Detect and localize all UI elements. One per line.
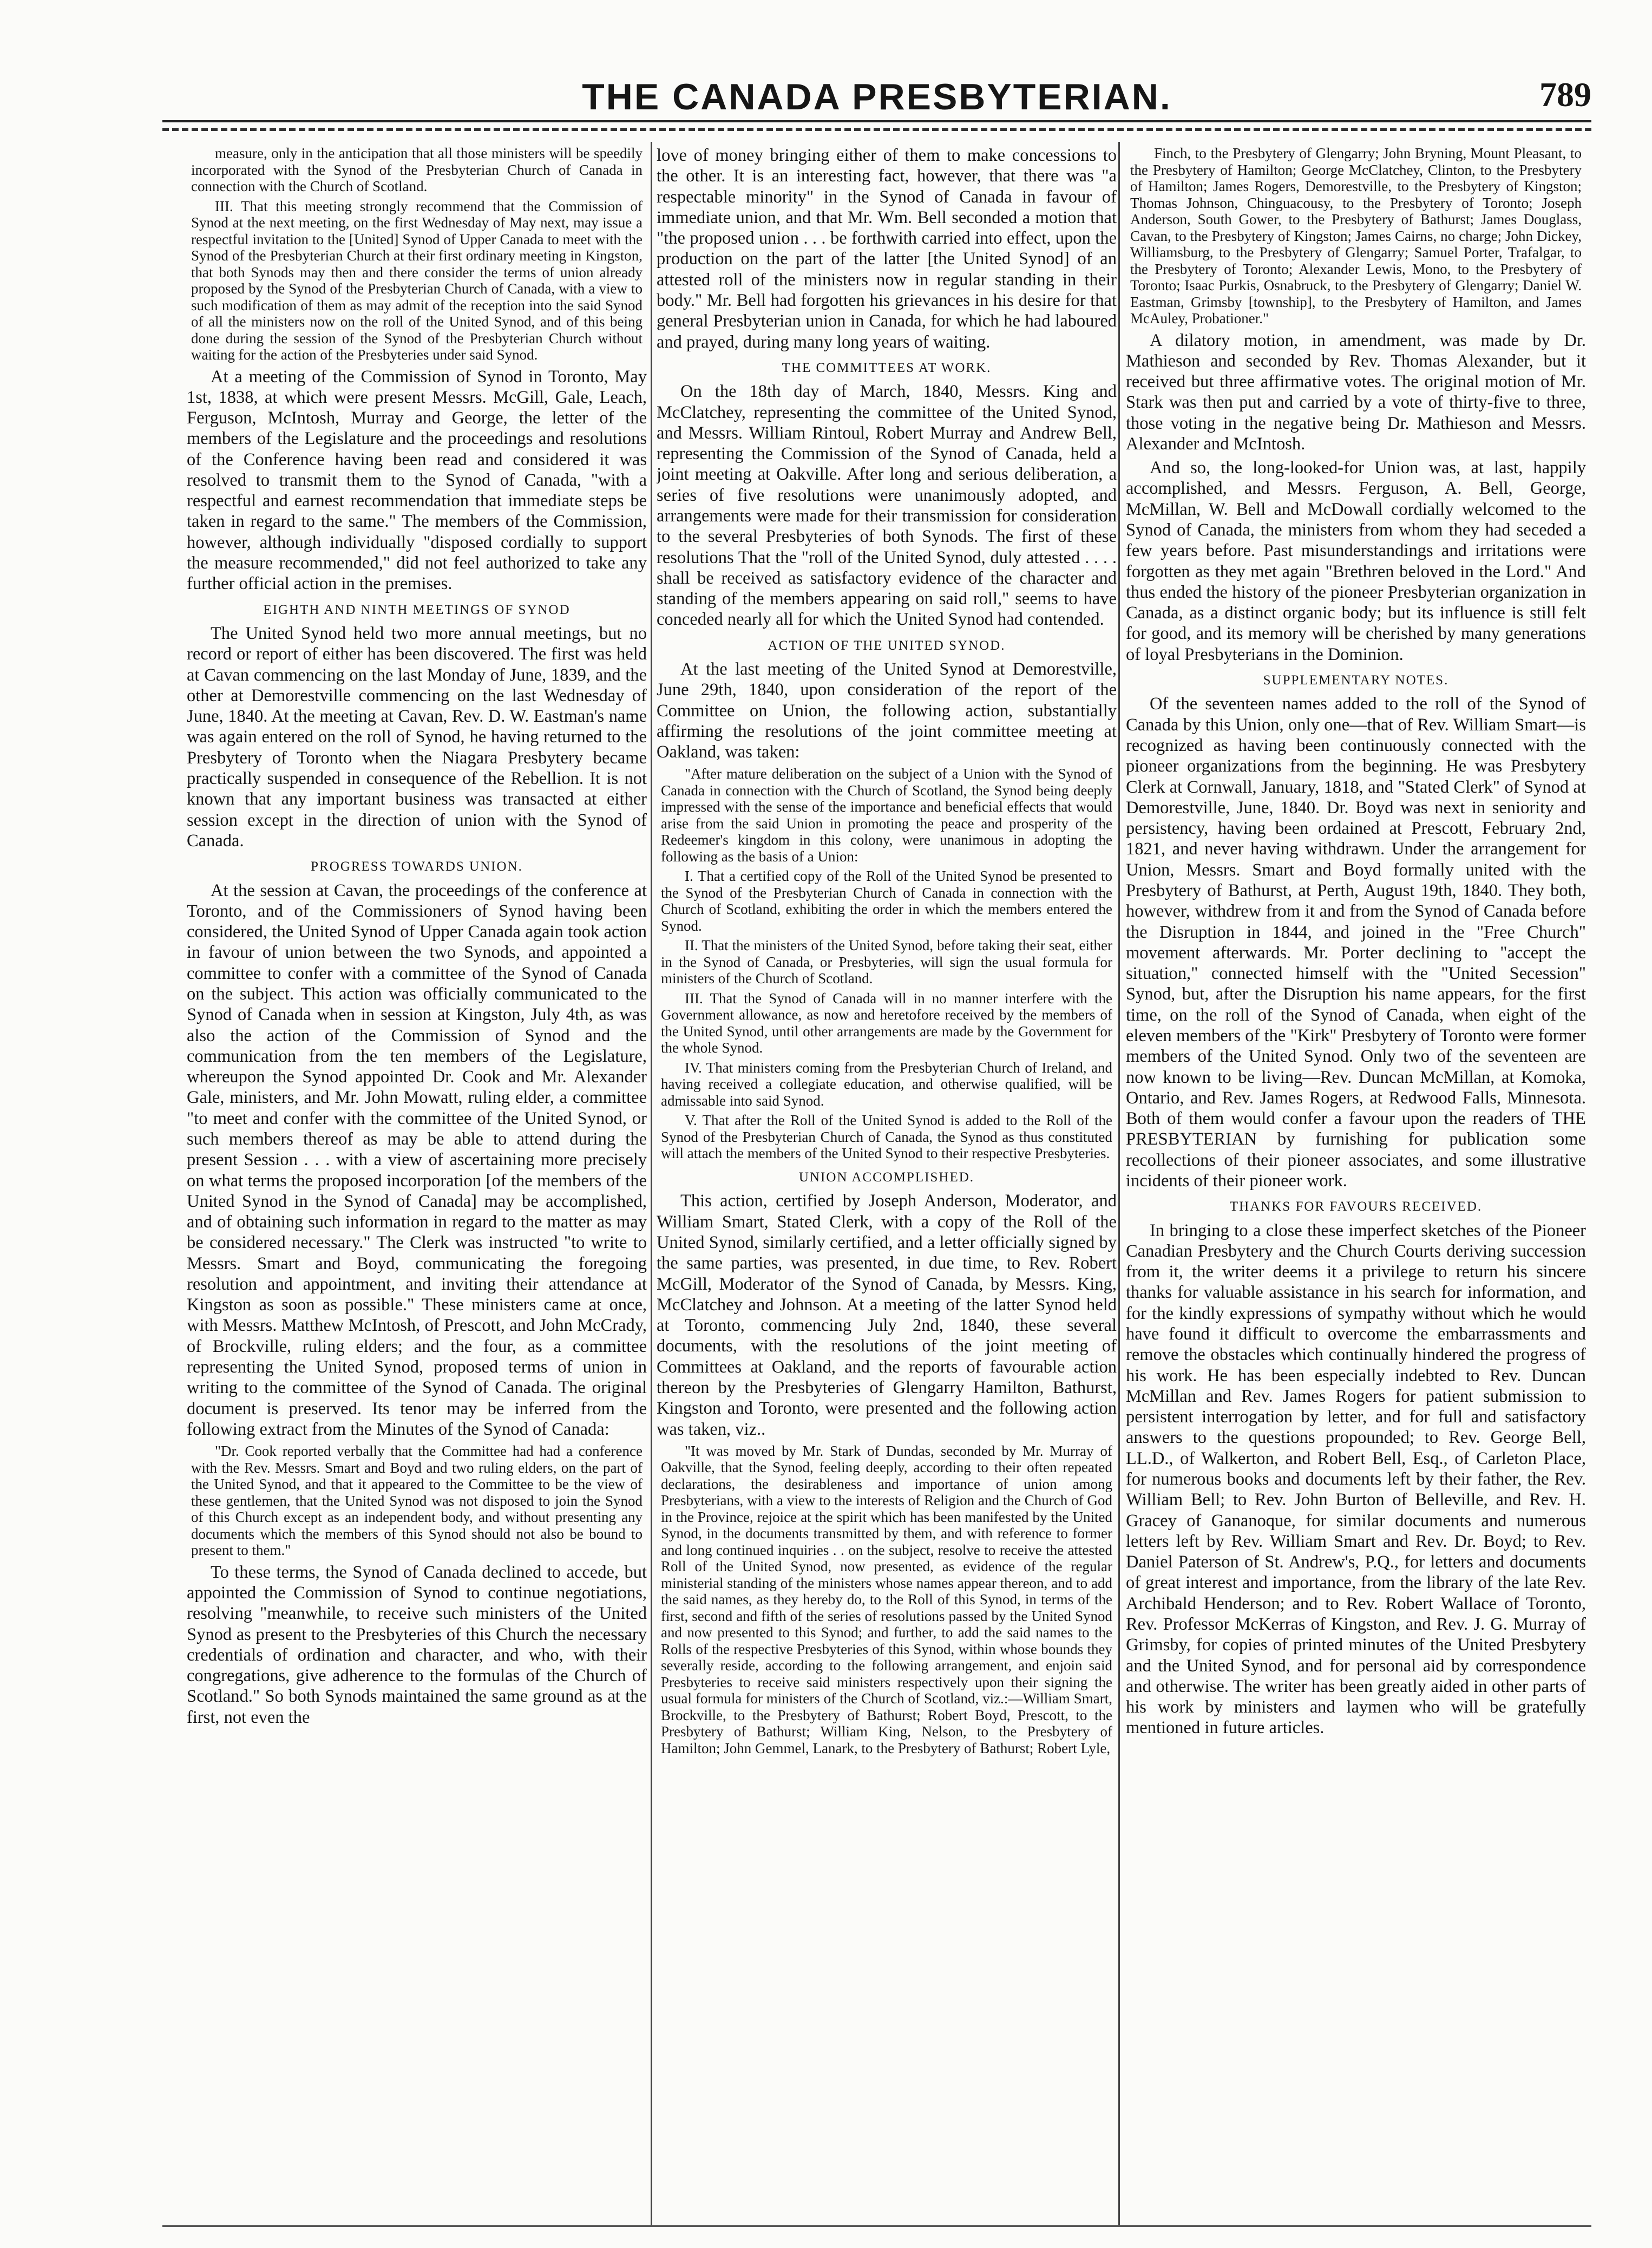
paragraph: On the 18th day of March, 1840, Messrs. King and McClatchey, representing the committee of the United Synod, and Messrs. William Rintoul, Robert Murray and Andrew Bell, representing the Commission of the Synod of Canada, held a joint meeting at Oakville. After long and serious deliberation, a series of five resolutions were unanimously adopted, and arrangements were made for their transmission for consideration to the several Presbyteries of both Synods. The first of these resolutions That the "roll of the United Synod, duly attested . . . . shall be received as satisfactory evidence of the character and standing of the members appearing on said roll," seems to have conceded nearly all for which the United Synod had contended. <box>657 382 1117 630</box>
quoted-paragraph: II. That the ministers of the United Synod, before taking their seat, either in the Synod of Canada, or Presbyteries, will sign the usual formula for ministers of the Church of Scotland. <box>661 937 1112 987</box>
paragraph: At the session at Cavan, the proceedings of the conference at Toronto, and of the Commissioners of Synod having been considered, the United Synod of Upper Canada again took action in favour of union between the two Synods, and appointed a committee to confer with a committee of the Synod of Canada on the subject. This action was officially communicated to the Synod of Canada when in session at Kingston, July 4th, as was also the action of the Commission of Synod and the communication from the ten members of the Legislature, whereupon the Synod appointed Dr. Cook and Mr. Alexander Gale, ministers, and Mr. John Mowatt, ruling elder, a committee "to meet and confer with the committee of the United Synod, or such members thereof as may be able to attend during the present Session . . . with a view of ascertaining more precisely on what terms the proposed incorporation [of the members of the United Synod in the Synod of Canada] may be accomplished, and of obtaining such information in regard to the matter as may be considered necessary." The Clerk was instructed "to write to Messrs. Smart and Boyd, communicating the foregoing resolution and appointment, and inviting their attendance at Kingston as soon as possible." These ministers came at once, with Messrs. Matthew McIntosh, of Prescott, and John McCrady, of Brockville, ruling elders; and the four, as a committee representing the United Synod, proposed terms of union in writing to the committee of the Synod of Canada. The original document is preserved. Its tenor may be inferred from the following extract from the Minutes of the Synod of Canada: <box>187 880 647 1439</box>
continued-paragraph: love of money bringing either of them to make concessions to the other. It is an interesting fact, however, that there was "a respectable minority" in the Synod of Canada in favour of immediate union, and that Mr. Wm. Bell seconded a motion that "the proposed union . . . be forthwith carried into effect, upon the production on the part of the latter [the United Synod] of an attested roll of the ministers now in regular standing in their body." Mr. Bell had forgotten his grievances in his desire for that general Presbyterian union in Canada, for which he had laboured and prayed, during many long years of waiting. <box>657 146 1117 352</box>
section-heading: EIGHTH AND NINTH MEETINGS OF SYNOD <box>263 602 571 617</box>
quoted-paragraph: I. That a certified copy of the Roll of the United Synod be presented to the Synod of the Presbyterian Church of Canada in connection with the Church of Scotland, exhibiting the order in which the members entered the Synod. <box>661 868 1112 934</box>
column-1 <box>187 145 647 2219</box>
section-heading: THANKS FOR FAVOURS RECEIVED. <box>1229 1199 1483 1214</box>
page-header <box>162 65 1591 125</box>
quoted-paragraph: III. That this meeting strongly recommend that the Commission of Synod at the next meeting, on the first Wednesday of May next, may issue a respectful invitation to the [United] Synod of Upper Canada to meet with the Synod of the Presbyterian Church at their first ordinary meeting in Kingston, that both Synods may then and there consider the terms of union already proposed by the Synod of the Presbyterian Church of Canada, with a view to such modification of them as may admit of the reception into the said Synod of all the ministers now on the roll of the United Synod, and of this being done during the session of the Synod of the Presbyterian Church without waiting for the action of the Presbyteries under said Synod. <box>191 198 643 363</box>
quoted-paragraph: Finch, to the Presbytery of Glengarry; John Bryning, Mount Pleasant, to the Presbytery of Hamilton; George McClatchey, Clinton, to the Presbytery of Hamilton; James Rogers, Demorestville, to the Presbytery of Kingston; Thomas Johnson, Chinguacousy, to the Presbytery of Toronto; Joseph Anderson, South Gower, to the Presbytery of Bathurst; James Douglass, Cavan, to the Presbytery of Kingston; James Cairns, no charge; John Dickey, Williamsburg, to the Presbytery of Glengarry; Samuel Porter, Trafalgar, to the Presbytery of Toronto; Alexander Lewis, Mono, to the Presbytery of Toronto; Isaac Purkis, Osnabruck, to the Presbytery of Glengarry; Daniel W. Eastman, Grimsby [township], to the Presbytery of Hamilton, and James McAuley, Probationer." <box>1130 145 1582 326</box>
column-3 <box>1126 145 1586 2219</box>
paragraph: At the last meeting of the United Synod at Demorestville, June 29th, 1840, upon consideration of the report of the Committee on Union, the following action, substantially affirming the resolutions of the joint committee meeting at Oakland, was taken: <box>657 659 1117 762</box>
quoted-paragraph: V. That after the Roll of the United Synod is added to the Roll of the Synod of the Presbyterian Church of Canada, the Synod as thus constituted will attach the members of the United Synod to their respective Presbyteries. <box>661 1112 1112 1162</box>
section-heading: UNION ACCOMPLISHED. <box>798 1169 975 1185</box>
section-heading: PROGRESS TOWARDS UNION. <box>311 859 523 874</box>
header-dashed-rule <box>162 128 1591 131</box>
paragraph: This action, certified by Joseph Anderson, Moderator, and William Smart, Stated Clerk, with a copy of the Roll of the United Synod, similarly certified, and a letter officially signed by the same parties, was presented, in due time, to Rev. Robert McGill, Moderator of the Synod of Canada, by Messrs. King, McClatchey and Johnson. At a meeting of the latter Synod held at Toronto, commencing July 2nd, 1840, these several documents, with the resolutions of the joint meeting of Committees at Oakland, and the reports of favourable action thereon by the Presbyteries of Glengarry Hamilton, Bathurst, Kingston and Toronto, were presented and the following action was taken, viz.. <box>657 1191 1117 1439</box>
page-title: THE CANADA PRESBYTERIAN. <box>582 76 1172 117</box>
section-heading: SUPPLEMENTARY NOTES. <box>1263 673 1449 688</box>
quoted-paragraph: measure, only in the anticipation that all those ministers will be speedily incorporated with the Synod of the Presbyterian Church of Canada in connection with the Church of Scotland. <box>191 145 643 194</box>
paragraph: At a meeting of the Commission of Synod in Toronto, May 1st, 1838, at which were present Messrs. McGill, Gale, Leach, Ferguson, McIntosh, Murray and George, the letter of the members of the Legislature and the proceedings and resolutions of the Conference having been read and considered it was resolved to transmit them to the Synod of Canada, "with a respectful and earnest recommendation that immediate steps be taken in regard to the same." The members of the Commission, however, although individually "disposed cordially to support the measure recommended," did not feel authorized to take any further official action in the premises. <box>187 367 647 594</box>
paragraph: A dilatory motion, in amendment, was made by Dr. Mathieson and seconded by Rev. Thomas Alexander, but it received but three affirmative votes. The original motion of Mr. Stark was then put and carried by a vote of thirty-five to three, those voting in the negative being Dr. Mathieson and Messrs. Alexander and McIntosh. <box>1126 330 1586 454</box>
quoted-paragraph: "It was moved by Mr. Stark of Dundas, seconded by Mr. Murray of Oakville, that the Synod, feeling deeply, according to their often repeated declarations, the desirableness and importance of union among Presbyterians, with a view to the interests of Religion and the Church of God in the Province, rejoice at the spirit which has been manifested by the United Synod, in the documents transmitted by them, and with reference to former and long continued inquiries . . on the subject, resolve to receive the attested Roll of the United Synod, now presented, as evidence of the regular ministerial standing of the ministers whose names appear thereon, and to add the said names, as they hereby do, to the Roll of this Synod, in terms of the first, second and fifth of the series of resolutions passed by the United Synod and now presented to this Synod; and further, to add the said names to the Rolls of the respective Presbyteries of this Synod, within whose bounds they severally reside, according to the following arrangement, and enjoin said Presbyteries to receive said ministers respectively upon their signing the usual formula for ministers of the Church of Scotland, viz.:—William Smart, Brockville, to the Presbytery of Bathurst; Robert Boyd, Prescott, to the Presbytery of Bathurst; William King, Nelson, to the Presbytery of Hamilton; John Gemmel, Lanark, to the Presbytery of Bathurst; Robert Lyle, <box>661 1442 1112 1756</box>
footer-rule <box>162 2225 1591 2227</box>
paragraph: To these terms, the Synod of Canada declined to accede, but appointed the Commission of Synod to continue negotiations, resolving "meanwhile, to receive such ministers of the United Synod as present to the Presbyteries of this Church the necessary credentials of ordination and character, and who, with their congregations, give adherence to the formulas of the Church of Scotland." So both Synods maintained the same ground as at the first, not even the <box>187 1562 647 1727</box>
quoted-paragraph: "Dr. Cook reported verbally that the Committee had had a conference with the Rev. Messrs. Smart and Boyd and two ruling elders, on the part of the United Synod, and that it appeared to the Committee to be the view of these gentlemen, that the United Synod was not disposed to join the Synod of this Church except as an independent body, and without presenting any documents which the members of this Synod should not also be bound to present to them." <box>191 1443 643 1559</box>
quoted-paragraph: IV. That ministers coming from the Presbyterian Church of Ireland, and having received a collegiate education, and otherwise qualified, will be admissable into said Synod. <box>661 1059 1112 1109</box>
quoted-paragraph: "After mature deliberation on the subject of a Union with the Synod of Canada in connection with the Church of Scotland, the Synod being deeply impressed with the sense of the importance and beneficial effects that would arise from the said Union in promoting the peace and prosperity of the Redeemer's kingdom in this colony, were unanimous in adopting the following as the basis of a Union: <box>661 766 1112 865</box>
page-number: 789 <box>1539 75 1591 114</box>
paragraph: In bringing to a close these imperfect sketches of the Pioneer Canadian Presbytery and the Church Courts deriving succession from it, the writer deems it a privilege to return his sincere thanks for valuable assistance in his search for information, and for the kindly expressions of sympathy without which he would have found it difficult to overcome the embarrassments and remove the obstacles which continually hindered the progress of his work. He has been especially indebted to Rev. Duncan McMillan and Rev. James Rogers for patient submission to persistent interrogation by letter, and for full and satisfactory answers to the questions propounded; to Rev. George Bell, LL.D., of Walkerton, and Robert Bell, Esq., of Carleton Place, for numerous books and documents left by their father, the Rev. William Bell; to Rev. John Burton of Belleville, and Rev. H. Gracey of Gananoque, for similar documents and numerous letters left by Rev. William Smart and Rev. Dr. Boyd; to Rev. Daniel Paterson of St. Andrew's, P.Q., for letters and documents of great interest and importance, from the library of the late Rev. Archibald Henderson; and to Rev. Robert Wallace of Toronto, Rev. Professor McKerras of Kingston, and Rev. J. G. Murray of Grimsby, for copies of printed minutes of the United Presbytery and the United Synod, and for personal aid by correspondence and otherwise. The writer has been greatly aided in other parts of his work by ministers and laymen who will be gratefully mentioned in future articles. <box>1126 1220 1586 1738</box>
section-heading: ACTION OF THE UNITED SYNOD. <box>768 638 1006 653</box>
header-rule <box>162 120 1591 122</box>
column-divider-1 <box>651 142 652 2226</box>
section-heading: THE COMMITTEES AT WORK. <box>782 360 992 375</box>
paragraph: And so, the long-looked-for Union was, at last, happily accomplished, and Messrs. Ferguson, A. Bell, George, McMillan, W. Bell and McDowall cordially welcomed to the Synod of Canada, the ministers from whom they had seceded a few years before. Past misunderstandings and irritations were forgotten as they met again "Brethren beloved in the Lord." And thus ended the history of the pioneer Presbyterian organization in Canada, as a distinct organic body; but its influence is still felt for good, and its memory will be cherished by many generations of loyal Presbyterians in the Dominion. <box>1126 458 1586 664</box>
quoted-paragraph: III. That the Synod of Canada will in no manner interfere with the Government allowance, as now and heretofore received by the members of the United Synod, until other arrangements are made by the Government for the whole Synod. <box>661 990 1112 1056</box>
column-2 <box>657 145 1117 2219</box>
column-divider-2 <box>1118 142 1120 2226</box>
paragraph: Of the seventeen names added to the roll of the Synod of Canada by this Union, only one—that of Rev. William Smart—is recognized as having been continuously connected with the pioneer organizations from the beginning. He was Presbytery Clerk at Cornwall, January, 1818, and "Stated Clerk" of Synod at Demorestville, June, 1840. Dr. Boyd was next in seniority and persistency, having been ordained at Prescott, February 2nd, 1821, and never having withdrawn. Under the arrangement for Union, Messrs. Smart and Boyd formally united with the Presbytery of Bathurst, at Perth, August 19th, 1840. They both, however, withdrew from it and from the Synod of Canada before the Disruption in 1844, and joined in the "Free Church" movement afterwards. Mr. Porter declining to "accept the situation," connected himself with the "United Secession" Synod, but, after the Disruption his name appears, for the first time, on the roll of the Synod of Canada, when eight of the eleven members of the "Kirk" Presbytery of Toronto were former members of the United Synod. Only two of the seventeen are now known to be living—Rev. Duncan McMillan, at Komoka, Ontario, and Rev. James Rogers, at Redwood Falls, Minnesota. Both of them would confer a favour upon the readers of THE PRESBYTERIAN by furnishing for publication some recollections of their pioneer associates, and some illustrative incidents of their pioneer work. <box>1126 694 1586 1191</box>
paragraph: The United Synod held two more annual meetings, but no record or report of either has been discovered. The first was held at Cavan commencing on the last Monday of June, 1839, and the other at Demorestville commencing on the last Wednesday of June, 1840. At the meeting at Cavan, Rev. D. W. Eastman's name was again entered on the roll of Synod, he having returned to the Presbytery of Toronto when the Niagara Presbytery became practically suspended in consequence of the Rebellion. It is not known that any important business was transacted at either session except in the direction of union with the Synod of Canada. <box>187 624 647 851</box>
